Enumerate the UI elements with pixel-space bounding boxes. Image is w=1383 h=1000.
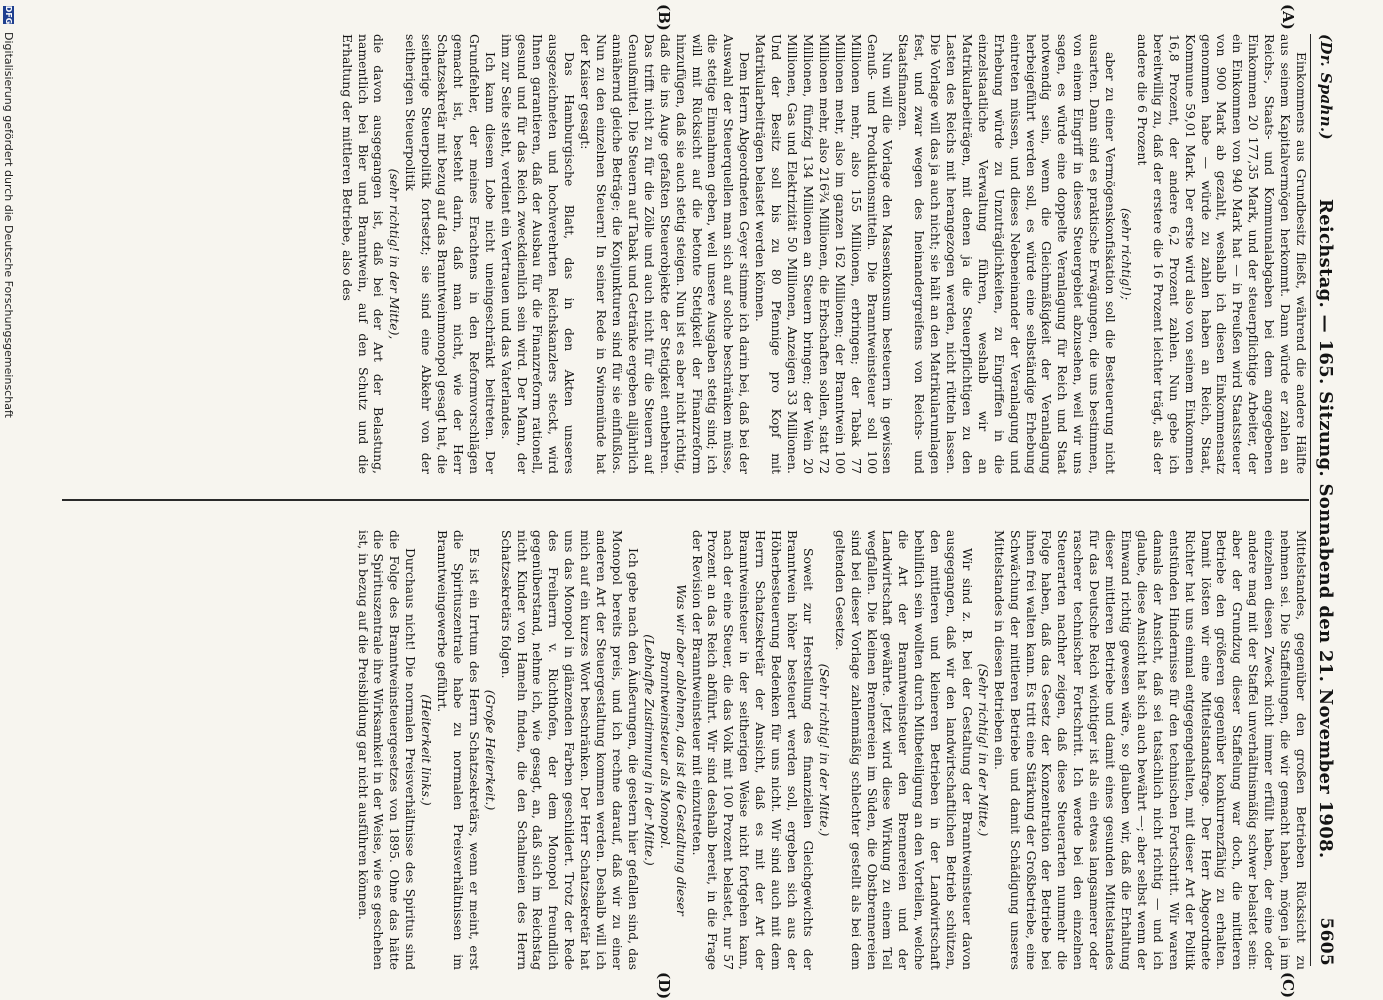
paragraph: die davon ausgegangen ist, daß bei der Art der Belastung, namentlich bei Bier und Branntwein, auf den Schutz und die Erhaltung der mittleren Betriebe, also des	[339, 34, 387, 474]
paragraph: Ich kann diesem Lobe nicht uneingeschränkt beitreten. Der Grundfehler, der meines Erachtens in den Reformvorschlägen gemacht ist, besteht darin, daß man nicht, wie der Herr Schatzsekretär mit bezug auf das Branntweinmonopol gesagt hat, die seitherige Steuerpolitik fortsetzt; sie sind eine Abkehr von der seitherigen Steuerpolitik	[403, 34, 498, 474]
right-text-column	[62, 530, 1309, 970]
margin-letter-d: (D)	[655, 972, 673, 1000]
header-rule	[1310, 34, 1311, 966]
running-speaker-name: (Dr. Spahn.)	[1317, 34, 1335, 140]
digitization-credit: Digitalisierung gefördert durch die Deutsche Forschungsgemeinschaft	[2, 32, 16, 418]
paragraph: Das Hamburgische Blatt, das in den Akten unseres ausgezeichneten und hochverehrten Reichskanzlers steckt, wird Ihnen garantieren, daß der Ausbau für die Finanzreform rationell, gesund und für das Reich zweckdienlich sein wird. Der Mann, der ihm zur Seite steht, verdient ein Vertrauen und das Vaterlandes.	[498, 34, 578, 474]
paragraph: Einkommens aus Grundbesitz fließt, während die andere Hälfte aus seinem Kapitalvermögen herkommt. Dann würde er zahlen an Reichs-, Staats- und Kommunalabgaben bei dem angegebenen Einkommen 20 177,35 Mark, und der steuerpflichtige Arbeiter, der ein Einkommen von 940 Mark hat — in Preußen wird Staatssteuer von 900 Mark ab gezahlt, weshalb ich diesen Einkommensatz genommen habe — würde zu zahlen haben an Reich, Staat, Kommune 59,01 Mark. Der erste wird also von seinem Einkommen 16,8 Prozent, der andere 6,2 Prozent zahlen. Nun gebe ich bereitwillig zu, daß der erstere die 16 Prozent leichter trägt, als der andere die 6 Prozent	[1134, 34, 1309, 474]
paragraph: Es ist ein Irrtum des Herrn Schatzsekretärs, wenn er meint, erst die Spirituszentrale habe zu normalen Preisverhältnissen im Branntweingewerbe geführt.	[435, 530, 482, 970]
interjection: (Sehr richtig! in der Mitte.)	[816, 663, 832, 837]
margin-letter-a: (A)	[1279, 4, 1297, 30]
margin-letter-b: (B)	[655, 4, 673, 31]
paragraph: aber zu einer Vermögenskonfiskation soll die Besteuerung nicht ausarten. Dann sind es praktische Erwägungen, die uns bestimmen, von einem Eingriff in dieses Steuergebiet abzusehen, weil wir uns sagen, es würde eine doppelte Veranlagung für Reich und Staat notwendig sein, wenn die Gleichmäßigkeit der Veranlagung herbeigeführt werden soll, es würde eine selbständige Erhebung eintreten müssen, und dieses Nebeneinander der Veranlagung und Erhebung würde zu Unzuträglichkeiten, zu Eingriffen in die einzelstaatliche Verwaltung führen, weshalb wir an Matrikularbeiträgen, mit denen ja die Steuerpflichtigen zu den Lasten des Reichs mit herangezogen werden, nicht rütteln lassen. Die Vorlage will das ja auch nicht; sie hält an den Matrikularumlagen fest, und zwar wegen des Ineinandergreifens von Reichs- und Staatsfinanzen.	[896, 34, 1119, 474]
dfg-logo: DFG	[4, 5, 14, 25]
interjection: (Lebhafte Zustimmung in der Mitte.)	[641, 634, 657, 866]
page-number: 5605	[1316, 917, 1336, 966]
interjection: (Sehr richtig! in der Mitte.)	[975, 663, 991, 837]
paragraph: Mittelstandes, gegenüber den großen Betrieben Rücksicht zu nehmen sei. Die Staffelungen, die wir gemacht haben, mögen ja im einzelnen diesen Zweck nicht immer erfüllt haben, der eine oder andere mag mit der Staffel unverhältnismäßig schwer belastet sein: aber der Grundzug dieser Staffelung war doch, die mittleren Betriebe den größeren gegenüber konkurrenzfähig zu erhalten. Damit lösten wir eine Mittelstandsfrage. Der Herr Abgeordnete Richter hat uns einmal entgegengehalten, mit dieser Art der Politik entstünden Hindernisse für den technischen Fortschritt. Wir waren damals der Ansicht, daß sei tatsächlich nicht richtig — und ich glaube, diese Ansicht hat sich auch bewährt —; aber selbst wenn der Einwand richtig gewesen wäre, so glauben wir, daß die Erhaltung dieser mittleren Betriebe und damit eines gesunden Mittelstandes für das Deutsche Reich wichtiger ist als ein etwas langsamerer oder rascherer technischer Fortschritt. Ich werde bei den einzelnen Steuerarten nachher zeigen, daß diese Steuerarten nunmehr die Folge haben, daß das Gesetz der Konzentration der Betriebe bei ihnen frei walten kann. Es tritt eine Stärkung der Großbetriebe, eine Schwächung der mittleren Betriebe und damit Schädigung unseres Mittelstandes in diesen Betrieben ein.	[991, 530, 1309, 970]
paragraph: Ich gebe nach den Äußerungen, die gestern hier gefallen sind, das Monopol bereits preis, und ich rechne darauf, daß wir zu einer anderen Art der Steuergestaltung kommen werden. Deshalb will ich mich auf ein kurzes Wort beschränken. Der Herr Schatzsekretär hat uns das Monopol in glänzenden Farben geschildert. Trotz der Rede des Freiherrn v. Richthofen, der dem Monopol freundlich gegenüberstand, nehme ich, wie gesagt, an, daß sich im Reichstag nicht Kinder von Hameln finden, die den Schalmeien des Herrn Schatzsekretärs folgen.	[498, 530, 641, 970]
paragraph: Nun will die Vorlage den Massenkonsum besteuern in gewissen Genuß- und Produktionsmitteln. Die Branntweinsteuer soll 100 Millionen mehr, also 155 Millionen, erbringen; der Tabak 77 Millionen mehr, also im ganzen 162 Millionen; der Branntwein 100 Millionen mehr, also 216¾ Millionen, die Erbschaften sollen, statt 72 Millionen, fünfzig 134 Millionen an Steuern bringen; der Wein 20 Millionen, Gas und Elektrizität 50 Millionen, Anzeigen 33 Millionen. Und der Besitz soll bis zu 80 Pfennige pro Kopf mit Matrikularbeiträgen belastet werden können.	[753, 34, 896, 474]
paragraph: Dem Herrn Abgeordneten Geyer stimme ich darin bei, daß bei der Auswahl der Steuerquellen man sich auf solche beschränken müsse, die stetige Einnahmen geben, weil unsere Ausgaben stetig sind; ich will mit Rücksicht auf die betonte Stetigkeit der Finanzreform hinzufügen, daß sie auch stetig steigen. Nun ist es aber nicht richtig, daß die ins Auge gefaßten Steuerobjekte der Stetigkeit entbehren. Das trifft nicht zu für die Zölle und auch nicht für die Steuern auf Genußmittel. Die Steuern auf Tabak und Getränke ergeben alljährlich annähernd gleiche Beträge; die Konjunkturen sind für sie einflußlos. Nun zu den einzelnen Steuern! In seiner Rede in Swinemünde hat der Kaiser gesagt:	[578, 34, 753, 474]
interjection: (Heiterkeit links.)	[419, 694, 435, 806]
margin-letter-c: (C)	[1279, 972, 1297, 999]
paragraph: Durchaus nicht! Die normalen Preisverhältnisse des Spiritus sind die Folge des Branntweinsteuergesetzes von 1895. Ohne das hätte die Spirituszentrale ihre Wirksamkeit in der Weise, wie es geschehen ist, in bezug auf die Preisbildung gar nicht ausführen können.	[355, 530, 419, 970]
interjection: Was wir aber ablehnen, das ist die Gestaltung dieser Branntweinsteuer als Monopol.	[657, 584, 689, 916]
page-footer	[1, 0, 17, 1000]
paragraph: Wir sind z. B. bei der Gestaltung der Branntweinsteuer davon ausgegangen, daß wir den landwirtschaftlichen Betrieb schützen, den mittleren und kleineren Betrieben in der Landwirtschaft behilflich sein wollten durch Mitbeteiligung an den Vorteilen, welche die Art der Branntweinsteuer den Brennereien und der Landwirtschaft gewährte. Jetzt wird diese Wirkung zu einem Teil wegfallen. Die kleinen Brennereien im Süden, die Obstbrennereien sind bei dieser Vorlage zahlenmäßig schlechter gestellt als bei dem geltenden Gesetze.	[832, 530, 975, 970]
interjection: (Große Heiterkeit.)	[482, 689, 498, 811]
page-header	[1313, 34, 1339, 966]
left-text-column	[62, 34, 1309, 474]
column-divider	[62, 499, 1309, 501]
interjection: (sehr richtig! in der Mitte),	[387, 168, 403, 340]
interjection: (sehr richtig!);	[1119, 207, 1135, 301]
page-title: Reichstag. — 165. Sitzung. Sonnabend den 21. November 1908.	[1315, 198, 1337, 859]
paragraph: Soweit zur Herstellung des finanziellen Gleichgewichts der Branntwein höher besteuert werden soll, ergeben sich aus der Höherbesteuerung Bedenken für uns nicht. Wir sind auch mit dem Herrn Schatzsekretär der Ansicht, daß es mit der Art der Branntweinsteuer in der seitherigen Weise nicht fortgehen kann, nach der eine Steuer, die das Volk mit 100 Prozent belastet, nur 57 Prozent an das Reich abführt. Wir sind deshalb bereit, in die Frage der Revision der Branntweinsteuer mit einzutreten.	[689, 530, 816, 970]
